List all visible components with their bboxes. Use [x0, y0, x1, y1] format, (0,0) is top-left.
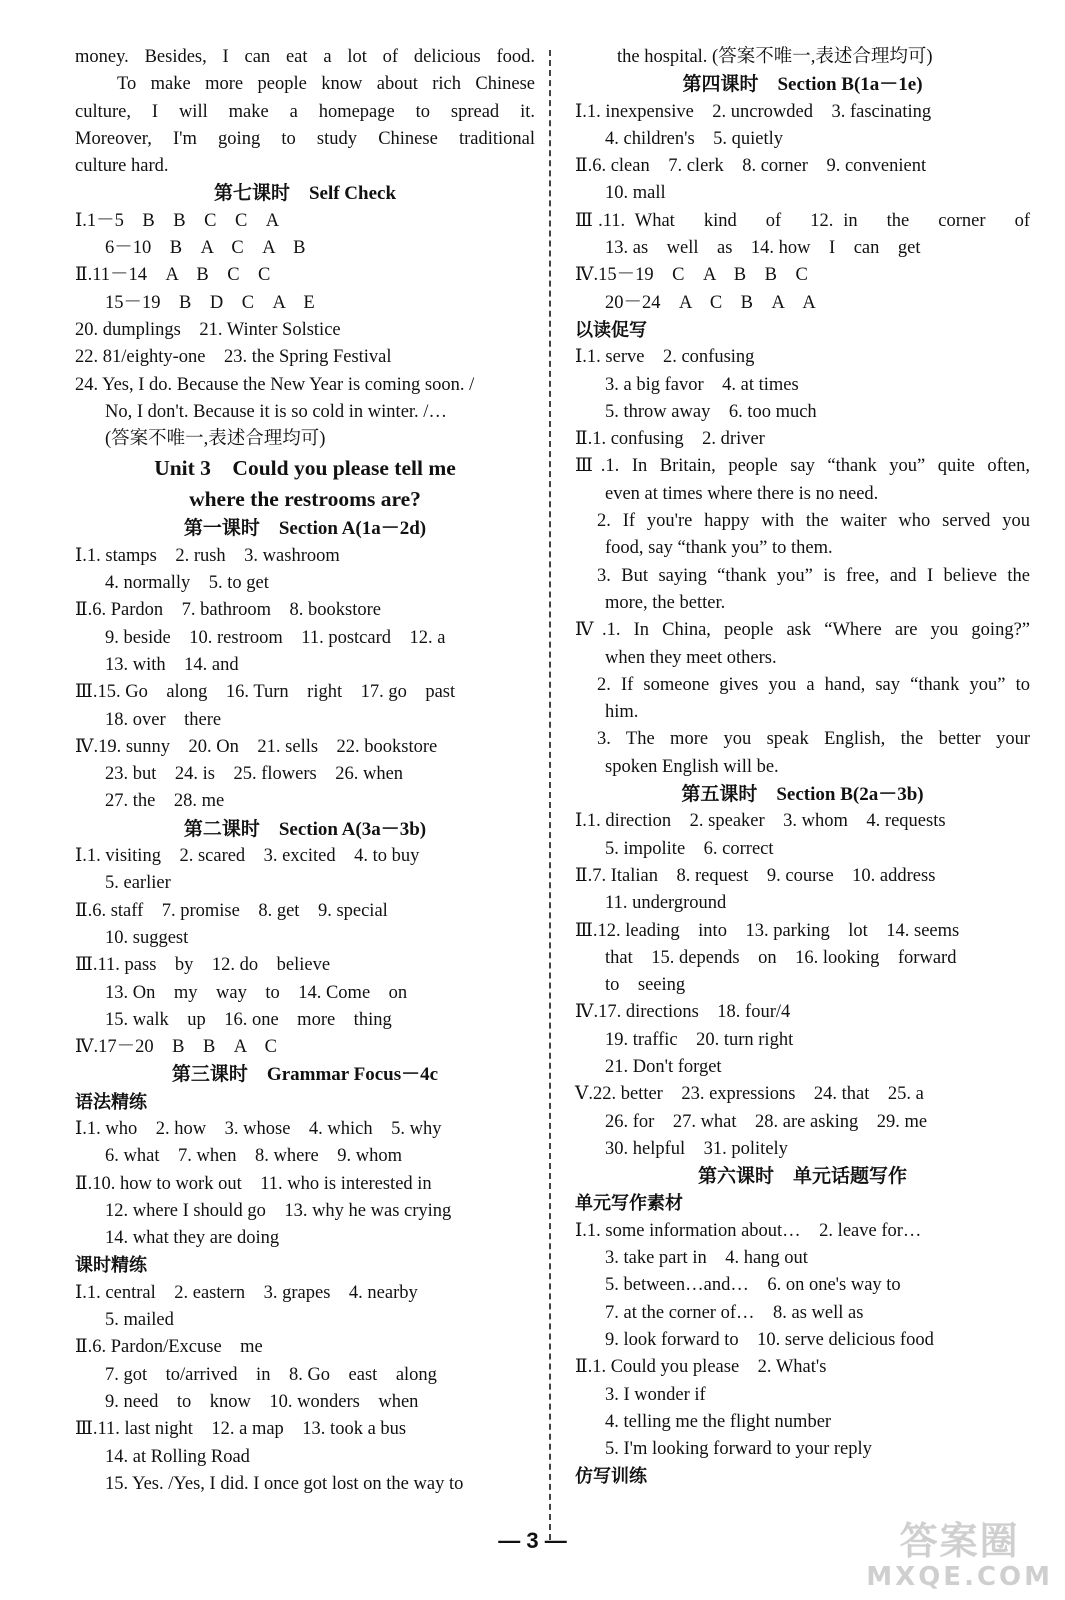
right-answer-line: Ⅰ.1. inexpensive 2. uncrowded 3. fascinating [575, 101, 932, 122]
left-answer-line: 9. need to know 10. wonders when [105, 1391, 419, 1412]
left-answer-line: 第三课时 Grammar Focus－4c [171, 1064, 439, 1086]
right-answer-line: Ⅱ.1. confusing 2. driver [575, 429, 765, 450]
left-answer-line: 23. but 24. is 25. flowers 26. when [105, 764, 404, 785]
right-answer-line: that 15. depends on 16. looking forward [605, 947, 957, 968]
right-answer-line: even at times where there is no need. [605, 483, 879, 504]
left-answer-line: Ⅲ.11. pass by 12. do believe [75, 955, 331, 976]
right-answer-line: 5. I'm looking forward to your reply [605, 1439, 872, 1460]
right-answer-line: Ⅰ.1. direction 2. speaker 3. whom 4. requests [575, 811, 946, 832]
right-answer-line: 30. helpful 31. politely [605, 1138, 788, 1159]
left-answer-line: Unit 3 Could you please tell me [154, 456, 456, 481]
left-answer-line: No, I don't. Because it is so cold in winter. /… [105, 401, 447, 422]
right-answer-line: 3. I wonder if [605, 1384, 706, 1405]
left-answer-line: 24. Yes, I do. Because the New Year is coming soon. / [75, 374, 475, 395]
right-answer-line: Ⅲ.11. What kind of 12. in the corner of [575, 210, 1030, 231]
left-answer-line: Ⅰ.1－5 B B C C A [75, 210, 280, 231]
page-number: — 3 — [498, 1528, 567, 1553]
right-answer-line: 第六课时 单元话题写作 [697, 1166, 907, 1188]
left-answer-line: Ⅱ.6. staff 7. promise 8. get 9. special [75, 900, 388, 921]
right-answer-line: 2. If someone gives you a hand, say “thank you” to [597, 674, 1030, 695]
left-answer-line: 15－19 B D C A E [105, 292, 315, 313]
right-answer-line: 3. But saying “thank you” is free, and I believe the [597, 565, 1030, 586]
left-answer-line: 13. On my way to 14. Come on [105, 982, 408, 1003]
left-answer-line: 15. Yes. /Yes, I did. I once got lost on the way to [105, 1473, 464, 1494]
right-answer-line: Ⅰ.1. serve 2. confusing [575, 347, 755, 368]
left-answer-line: Ⅳ.19. sunny 20. On 21. sells 22. bookstore [75, 736, 438, 757]
left-answer-line: 22. 81/eighty-one 23. the Spring Festival [75, 347, 392, 368]
right-answer-line: Ⅱ.6. clean 7. clerk 8. corner 9. convenient [575, 156, 927, 177]
left-answer-line: Ⅰ.1. central 2. eastern 3. grapes 4. nearby [75, 1282, 418, 1303]
right-answer-line: him. [605, 702, 639, 723]
left-answer-line: Moreover, I'm going to study Chinese traditional [75, 128, 535, 149]
right-answer-line: Ⅲ.1. In Britain, people say “thank you” quite often, [575, 456, 1030, 477]
left-answer-line: Ⅰ.1. visiting 2. scared 3. excited 4. to buy [75, 846, 420, 867]
right-answer-line: Ⅳ.15－19 C A B B C [575, 265, 808, 286]
left-answer-line: Ⅱ.6. Pardon/Excuse me [75, 1337, 263, 1358]
right-answer-line: 单元写作素材 [575, 1193, 683, 1215]
left-answer-line: 6. what 7. when 8. where 9. whom [105, 1146, 402, 1167]
right-answer-line: 3. The more you speak English, the better your [597, 729, 1030, 750]
right-answer-line: 2. If you're happy with the waiter who served you [597, 511, 1030, 532]
right-answer-line: Ⅳ.1. In China, people ask “Where are you going?” [575, 620, 1030, 641]
right-answer-line: 19. traffic 20. turn right [605, 1029, 794, 1050]
right-answer-line: to seeing [605, 975, 686, 996]
right-answer-line: 第五课时 Section B(2a－3b) [681, 784, 924, 806]
right-answer-line: when they meet others. [605, 647, 777, 668]
right-answer-line: Ⅲ.12. leading into 13. parking lot 14. seems [575, 920, 960, 941]
left-answer-line: 第一课时 Section A(1a－2d) [183, 518, 427, 540]
right-answer-line: 11. underground [605, 893, 727, 914]
left-answer-line: 5. mailed [105, 1310, 174, 1331]
left-column [75, 44, 535, 1498]
right-answer-line: 仿写训练 [575, 1466, 647, 1488]
watermark-logo [866, 1520, 1053, 1592]
left-answer-line: 18. over there [105, 709, 222, 730]
left-answer-line: culture, I will make a homepage to spread it. [75, 101, 535, 122]
left-answer-line: Ⅳ.17－20 B B A C [75, 1037, 277, 1058]
left-answer-line: To make more people know about rich Chinese [117, 74, 535, 95]
right-answer-line: the hospital. (答案不唯一,表述合理均可) [617, 47, 933, 67]
right-answer-line: more, the better. [605, 592, 726, 613]
watermark-bottom-text: MXQE.COM [866, 1562, 1053, 1592]
left-answer-line: Ⅲ.15. Go along 16. Turn right 17. go past [75, 682, 456, 703]
right-answer-line: 5. between…and… 6. on one's way to [605, 1275, 901, 1296]
right-answer-line: 4. children's 5. quietly [605, 128, 784, 149]
right-answer-line: Ⅴ.22. better 23. expressions 24. that 25. a [575, 1084, 924, 1105]
right-answer-line: 26. for 27. what 28. are asking 29. me [605, 1111, 928, 1132]
right-answer-line: 第四课时 Section B(1a－1e) [682, 74, 923, 96]
column-divider [549, 50, 551, 1540]
left-answer-line: Ⅱ.10. how to work out 11. who is interested in [75, 1173, 432, 1194]
left-answer-line: 9. beside 10. restroom 11. postcard 12. a [105, 627, 446, 648]
left-answer-line: where the restrooms are? [189, 487, 421, 512]
left-answer-line: culture hard. [75, 156, 169, 177]
left-answer-line: 13. with 14. and [105, 654, 239, 675]
left-answer-line: 4. normally 5. to get [105, 573, 269, 594]
left-answer-line: 第二课时 Section A(3a－3b) [183, 818, 427, 840]
right-column [575, 44, 1030, 1491]
right-answer-line: Ⅳ.17. directions 18. four/4 [575, 1002, 791, 1023]
right-answer-line: 4. telling me the flight number [605, 1411, 832, 1432]
left-answer-line: 14. what they are doing [105, 1228, 280, 1249]
left-answer-line: 6－10 B A C A B [105, 238, 306, 259]
right-answer-line: spoken English will be. [605, 756, 779, 777]
right-answer-line: 13. as well as 14. how I can get [605, 238, 921, 259]
right-answer-line: 10. mall [605, 183, 666, 204]
left-answer-line: 5. earlier [105, 873, 171, 894]
left-answer-line: money. Besides, I can eat a lot of delicious food. [75, 47, 535, 67]
left-answer-line: 14. at Rolling Road [105, 1446, 250, 1467]
left-answer-line: 第七课时 Self Check [213, 183, 397, 205]
right-answer-line: 以读促写 [575, 319, 647, 341]
right-answer-line: Ⅰ.1. some information about… 2. leave for… [575, 1220, 922, 1241]
left-answer-line: (答案不唯一,表述合理均可) [105, 429, 326, 450]
left-answer-line: 27. the 28. me [105, 791, 225, 812]
left-answer-line: 10. suggest [105, 927, 189, 948]
left-answer-line: Ⅰ.1. who 2. how 3. whose 4. which 5. why [75, 1118, 442, 1139]
left-answer-line: 课时精练 [75, 1255, 147, 1277]
right-answer-line: 7. at the corner of… 8. as well as [605, 1302, 864, 1323]
watermark-top-text: 答案圈 [899, 1519, 1020, 1563]
right-answer-line: food, say “thank you” to them. [605, 538, 833, 559]
right-answer-line: Ⅱ.7. Italian 8. request 9. course 10. address [575, 865, 936, 886]
right-answer-line: Ⅱ.1. Could you please 2. What's [575, 1357, 827, 1378]
left-answer-line: Ⅲ.11. last night 12. a map 13. took a bus [75, 1419, 407, 1440]
right-answer-line: 21. Don't forget [605, 1056, 722, 1077]
right-answer-line: 5. throw away 6. too much [605, 401, 817, 422]
right-answer-line: 3. take part in 4. hang out [605, 1248, 808, 1269]
left-answer-line: Ⅱ.11－14 A B C C [75, 265, 271, 286]
left-answer-line: 20. dumplings 21. Winter Solstice [75, 319, 341, 340]
right-answer-line: 5. impolite 6. correct [605, 838, 774, 859]
right-answer-line: 9. look forward to 10. serve delicious food [605, 1329, 934, 1350]
left-answer-line: 15. walk up 16. one more thing [105, 1009, 392, 1030]
left-answer-line: 12. where I should go 13. why he was crying [105, 1200, 452, 1221]
left-answer-line: Ⅱ.6. Pardon 7. bathroom 8. bookstore [75, 600, 381, 621]
left-answer-line: Ⅰ.1. stamps 2. rush 3. washroom [75, 545, 340, 566]
right-answer-line: 3. a big favor 4. at times [605, 374, 799, 395]
left-answer-line: 语法精练 [75, 1091, 147, 1113]
left-answer-line: 7. got to/arrived in 8. Go east along [105, 1364, 437, 1385]
right-answer-line: 20－24 A C B A A [605, 292, 816, 313]
